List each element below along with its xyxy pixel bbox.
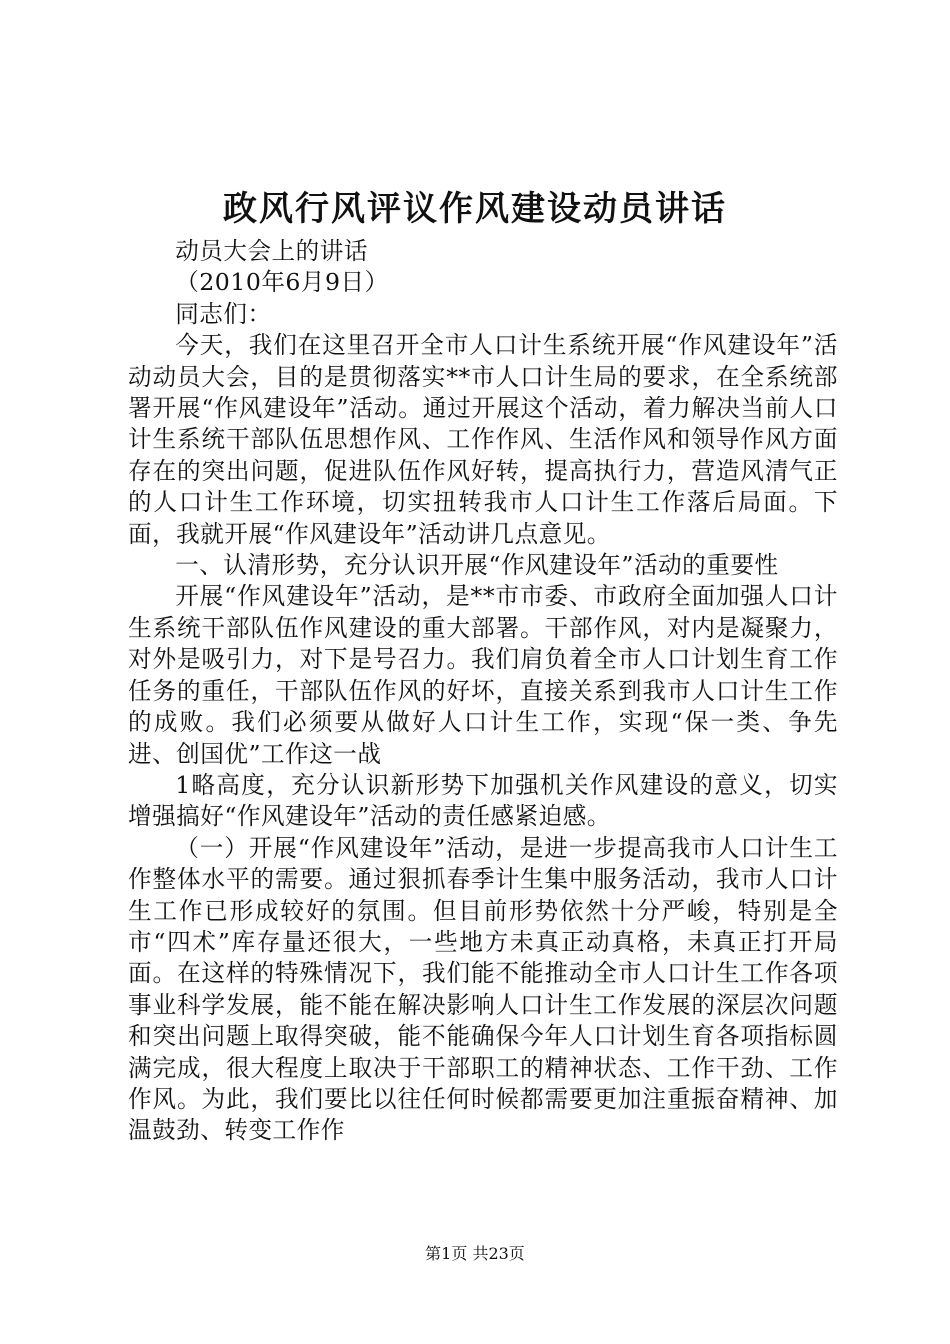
page-number-footer: 第1页 共23页 — [425, 1244, 525, 1263]
paragraph-subtitle: 动员大会上的讲话 — [175, 237, 368, 265]
paragraph-section-1: 开展“作风建设年”活动，是**市市委、市政府全面加强人口计生系统干部队伍作风建设的重大部署。干部作风，对内是凝聚力，对外是吸引力，对下是号召力。我们肩负着全市人口计划生育工作任务的重任，干部队伍作风的好坏，直接关系到我市人口计生工作的成败。我们必须要从做好人口计生工作，实现“保一类、争先进、创国优”工作这一战 — [128, 582, 838, 768]
document-title: 政风行风评议作风建设动员讲话 — [223, 189, 727, 229]
paragraph-date: （2010年6月9日） — [175, 268, 389, 297]
paragraph-section-1-cont: 1略高度，充分认识新形势下加强机关作风建设的意义，切实增强搞好“作风建设年”活动的责任感紧迫感。 — [128, 770, 838, 831]
paragraph-salutation: 同志们： — [175, 299, 272, 328]
paragraph-subsection-1: （一）开展“作风建设年”活动，是进一步提高我市人口计生工作整体水平的需要。通过狠抓春季计生集中服务活动，我市人口计生工作已形成较好的氛围。但目前形势依然十分严峻，特别是全市“四术”库存量还很大，一些地方未真正动真格，未真正打开局面。在这样的特殊情况下，我们能不能推动全市人口计生工作各项事业科学发展，能不能在解决影响人口计生工作发展的深层次问题和突出问题上取得突破，能不能确保今年人口计划生育各项指标圆满完成，很大程度上取决于干部职工的精神状态、工作干劲、工作作风。为此，我们要比以往任何时候都需要更加注重振奋精神、加温鼓劲、转变工作作 — [128, 833, 838, 1145]
section-heading-1: 一、认清形势，充分认识开展“作风建设年”活动的重要性 — [175, 551, 779, 580]
paragraph-intro: 今天，我们在这里召开全市人口计生系统开展“作风建设年”活动动员大会，目的是贯彻落实**市人口计生局的要求，在全系统部署开展“作风建设年”活动。通过开展这个活动，着力解决当前人口计生系统干部队伍思想作风、工作作风、生活作风和领导作风方面存在的突出问题，促进队伍作风好转，提高执行力，营造风清气正的人口计生工作环境，切实扭转我市人口计生工作落后局面。下面，我就开展“作风建设年”活动讲几点意见。 — [128, 331, 838, 548]
document-body — [128, 236, 838, 1147]
